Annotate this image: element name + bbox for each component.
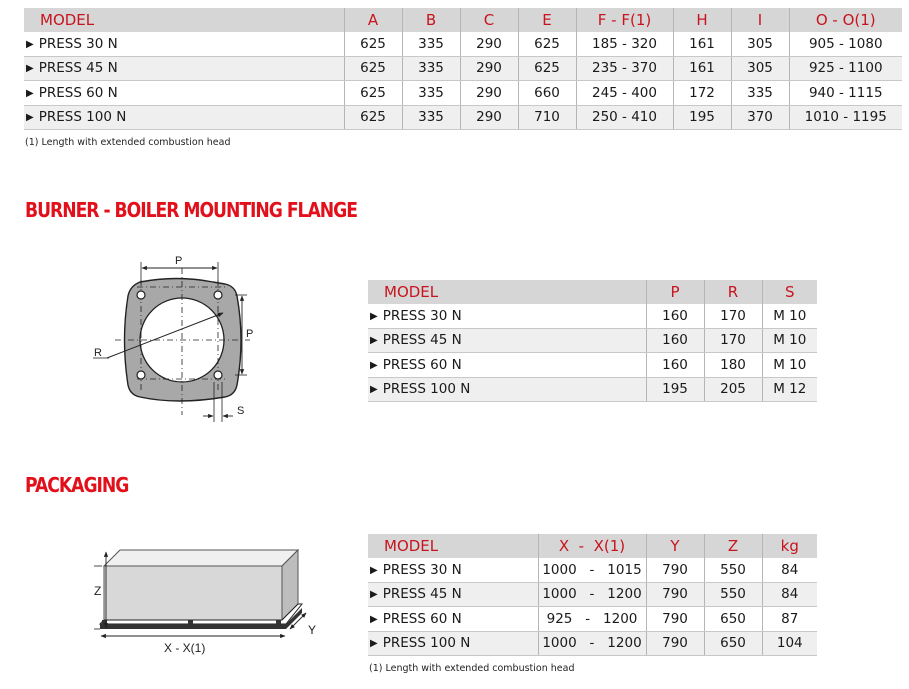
- table-row: [368, 353, 817, 378]
- table-row: [368, 631, 817, 656]
- model-cell: ▶ PRESS 45 N: [368, 582, 538, 607]
- packaging-label-y: Y: [308, 623, 317, 637]
- cell: M 10: [762, 353, 817, 378]
- col-model: MODEL: [368, 534, 538, 558]
- flange-label-p-side: P: [246, 328, 254, 340]
- flange-table: [368, 280, 817, 402]
- cell: 290: [460, 32, 518, 56]
- cell: 160: [646, 304, 704, 328]
- cell: 790: [646, 558, 704, 582]
- cell: 625: [518, 56, 576, 81]
- model-cell: ▶ PRESS 100 N: [368, 631, 538, 656]
- cell: 1000 - 1200: [538, 582, 646, 607]
- flange-label-s: S: [237, 405, 245, 417]
- cell: M 10: [762, 304, 817, 328]
- model-cell: ▶ PRESS 60 N: [24, 81, 344, 106]
- col-z: Z: [704, 534, 762, 558]
- cell: 625: [344, 32, 402, 56]
- model-cell: ▶ PRESS 30 N: [24, 32, 344, 56]
- model-cell: ▶ PRESS 100 N: [24, 105, 344, 130]
- cell: 625: [518, 32, 576, 56]
- col-i: I: [731, 8, 789, 32]
- cell: 205: [704, 377, 762, 402]
- dimensions-footnote: (1) Length with extended combustion head: [25, 137, 231, 148]
- cell: 625: [344, 81, 402, 106]
- cell: M 10: [762, 328, 817, 353]
- model-cell: ▶ PRESS 45 N: [368, 328, 646, 353]
- model-cell: ▶ PRESS 30 N: [368, 304, 646, 328]
- col-model: MODEL: [24, 8, 344, 32]
- packaging-header-row: [368, 534, 817, 558]
- cell: 195: [673, 105, 731, 130]
- cell: 290: [460, 81, 518, 106]
- cell: 1000 - 1015: [538, 558, 646, 582]
- cell: 104: [762, 631, 817, 656]
- packaging-footnote: (1) Length with extended combustion head: [369, 663, 575, 674]
- cell: 370: [731, 105, 789, 130]
- table-row: [368, 558, 817, 582]
- cell: 250 - 410: [576, 105, 673, 130]
- table-row: [368, 582, 817, 607]
- packaging-table: [368, 534, 817, 656]
- cell: 170: [704, 328, 762, 353]
- cell: 790: [646, 607, 704, 632]
- col-kg: kg: [762, 534, 817, 558]
- col-e: E: [518, 8, 576, 32]
- flange-header-row: [368, 280, 817, 304]
- cell: 290: [460, 56, 518, 81]
- flange-label-r: R: [94, 347, 102, 359]
- cell: 710: [518, 105, 576, 130]
- cell: 650: [704, 631, 762, 656]
- cell: 161: [673, 32, 731, 56]
- col-r: R: [704, 280, 762, 304]
- cell: 245 - 400: [576, 81, 673, 106]
- packaging-label-x: X - X(1): [164, 641, 206, 655]
- col-a: A: [344, 8, 402, 32]
- table-row: [24, 81, 902, 106]
- packaging-diagram: [80, 532, 320, 662]
- cell: 650: [704, 607, 762, 632]
- cell: 925 - 1200: [538, 607, 646, 632]
- cell: M 12: [762, 377, 817, 402]
- cell: 905 - 1080: [789, 32, 902, 56]
- table-row: [368, 304, 817, 328]
- cell: 660: [518, 81, 576, 106]
- col-x: X - X(1): [538, 534, 646, 558]
- cell: 550: [704, 582, 762, 607]
- cell: 790: [646, 631, 704, 656]
- cell: 84: [762, 582, 817, 607]
- col-c: C: [460, 8, 518, 32]
- cell: 550: [704, 558, 762, 582]
- cell: 84: [762, 558, 817, 582]
- flange-label-p-top: P: [175, 255, 183, 267]
- col-p: P: [646, 280, 704, 304]
- model-cell: ▶ PRESS 60 N: [368, 353, 646, 378]
- cell: 335: [402, 105, 460, 130]
- cell: 1000 - 1200: [538, 631, 646, 656]
- table-row: [368, 607, 817, 632]
- cell: 160: [646, 328, 704, 353]
- cell: 790: [646, 582, 704, 607]
- cell: 170: [704, 304, 762, 328]
- model-cell: ▶ PRESS 45 N: [24, 56, 344, 81]
- cell: 290: [460, 105, 518, 130]
- cell: 335: [731, 81, 789, 106]
- col-s: S: [762, 280, 817, 304]
- col-h: H: [673, 8, 731, 32]
- cell: 305: [731, 56, 789, 81]
- cell: 185 - 320: [576, 32, 673, 56]
- cell: 195: [646, 377, 704, 402]
- cell: 940 - 1115: [789, 81, 902, 106]
- dimensions-table: [24, 8, 902, 130]
- flange-diagram: [85, 250, 265, 430]
- cell: 180: [704, 353, 762, 378]
- table-row: [368, 377, 817, 402]
- cell: 161: [673, 56, 731, 81]
- model-cell: ▶ PRESS 100 N: [368, 377, 646, 402]
- table-row: [368, 328, 817, 353]
- cell: 625: [344, 105, 402, 130]
- cell: 235 - 370: [576, 56, 673, 81]
- packaging-label-z: Z: [94, 584, 102, 598]
- cell: 335: [402, 32, 460, 56]
- table-row: [24, 105, 902, 130]
- cell: 925 - 1100: [789, 56, 902, 81]
- table-row: [24, 32, 902, 56]
- cell: 335: [402, 81, 460, 106]
- col-o: O - O(1): [789, 8, 902, 32]
- col-b: B: [402, 8, 460, 32]
- table-row: [24, 56, 902, 81]
- cell: 87: [762, 607, 817, 632]
- packaging-heading: PACKAGING: [25, 473, 129, 497]
- cell: 625: [344, 56, 402, 81]
- col-f: F - F(1): [576, 8, 673, 32]
- cell: 305: [731, 32, 789, 56]
- cell: 1010 - 1195: [789, 105, 902, 130]
- flange-heading: BURNER - BOILER MOUNTING FLANGE: [25, 198, 357, 222]
- model-cell: ▶ PRESS 60 N: [368, 607, 538, 632]
- cell: 160: [646, 353, 704, 378]
- cell: 335: [402, 56, 460, 81]
- model-cell: ▶ PRESS 30 N: [368, 558, 538, 582]
- col-y: Y: [646, 534, 704, 558]
- cell: 172: [673, 81, 731, 106]
- col-model: MODEL: [368, 280, 646, 304]
- dimensions-header-row: [24, 8, 902, 32]
